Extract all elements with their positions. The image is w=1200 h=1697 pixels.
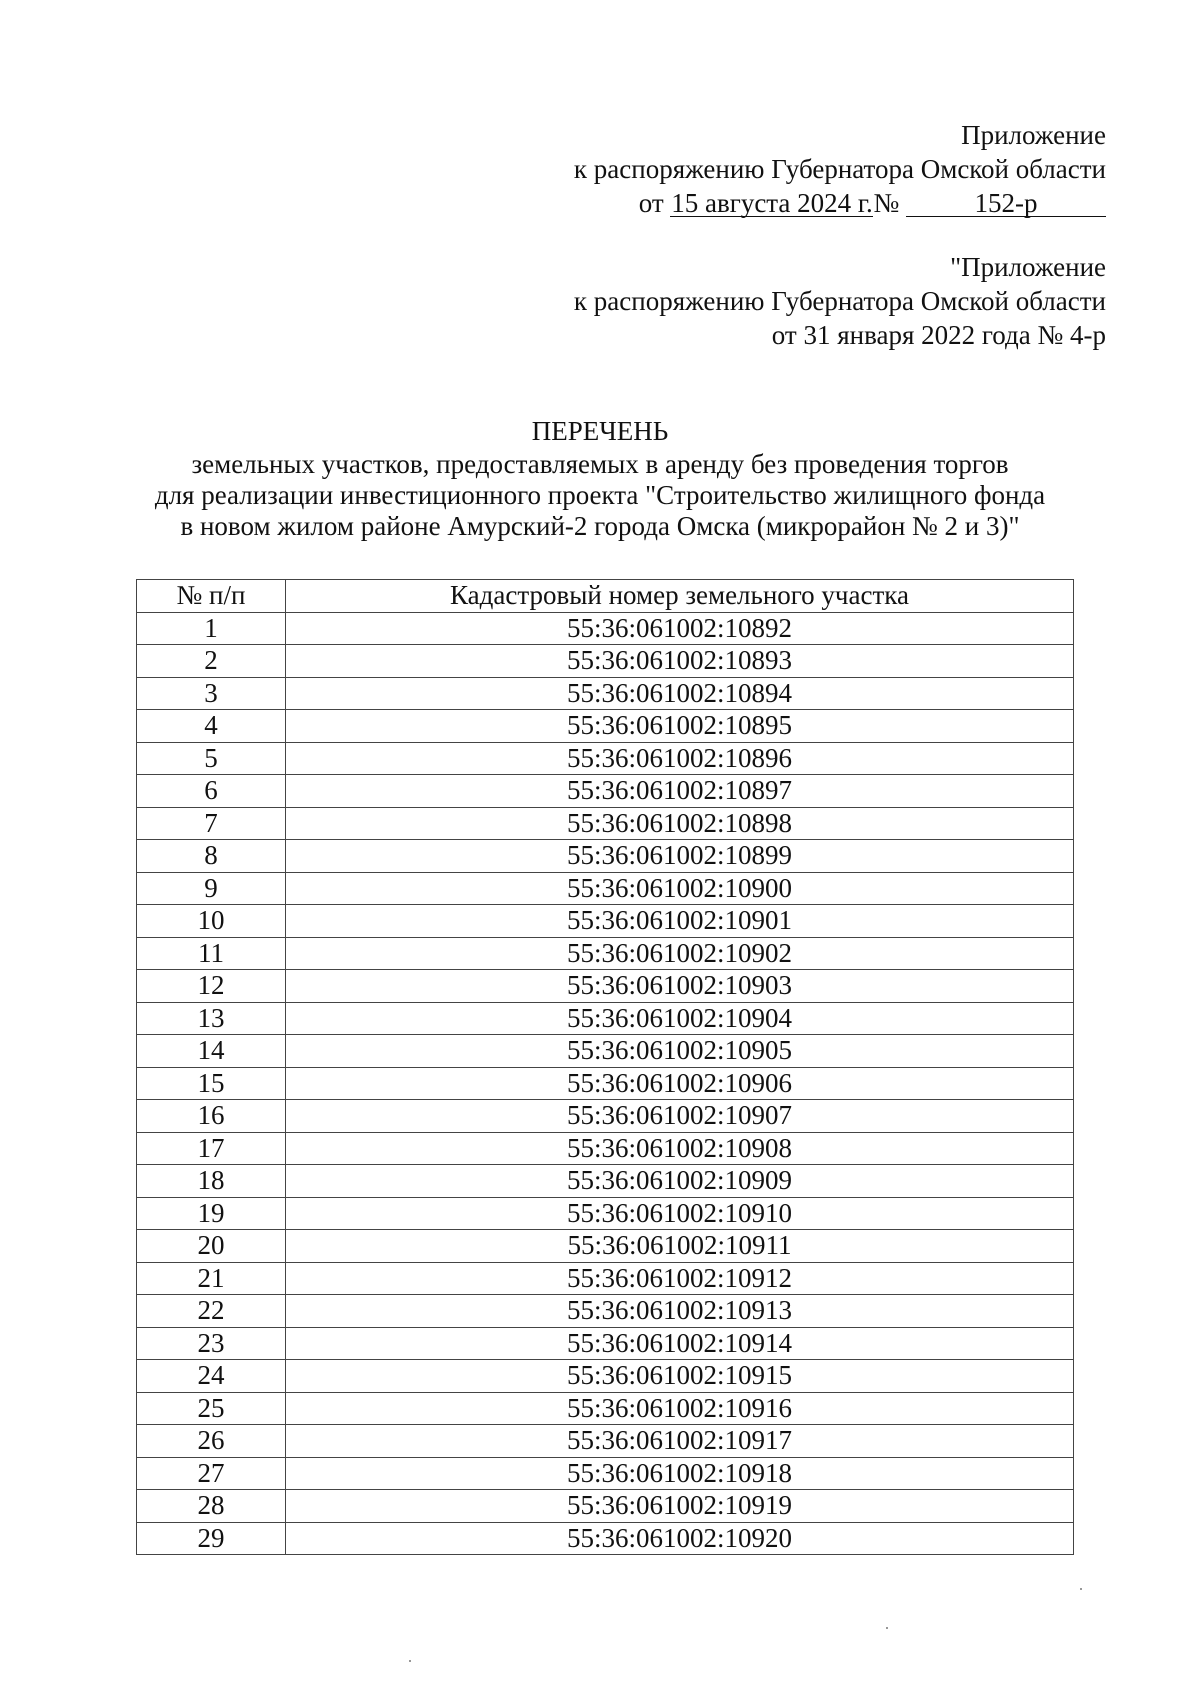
appendix-header-current <box>574 118 1106 220</box>
row-index: 17 <box>137 1132 286 1165</box>
row-cadastral-number: 55:36:061002:10893 <box>286 645 1074 678</box>
row-index: 28 <box>137 1490 286 1523</box>
title-line-3: в новом жилом районе Амурский-2 города Омска (микрорайон № 2 и 3)" <box>180 511 1020 541</box>
row-cadastral-number: 55:36:061002:10912 <box>286 1262 1074 1295</box>
row-cadastral-number: 55:36:061002:10897 <box>286 775 1074 808</box>
row-cadastral-number: 55:36:061002:10907 <box>286 1100 1074 1133</box>
row-index: 3 <box>137 677 286 710</box>
number-label: № <box>873 188 900 218</box>
row-cadastral-number: 55:36:061002:10892 <box>286 612 1074 645</box>
original-order-reference: к распоряжению Губернатора Омской области <box>573 286 1106 316</box>
row-index: 2 <box>137 645 286 678</box>
parcel-table <box>136 579 1074 1555</box>
table-row <box>137 970 1074 1003</box>
row-cadastral-number: 55:36:061002:10913 <box>286 1295 1074 1328</box>
table-row <box>137 1262 1074 1295</box>
table-row <box>137 1425 1074 1458</box>
order-date: 15 августа 2024 г. <box>671 188 873 218</box>
row-index: 4 <box>137 710 286 743</box>
table-row <box>137 1067 1074 1100</box>
row-cadastral-number: 55:36:061002:10910 <box>286 1197 1074 1230</box>
row-index: 23 <box>137 1327 286 1360</box>
title-line-2: для реализации инвестиционного проекта "Строительство жилищного фонда <box>154 480 1046 510</box>
appendix-label: Приложение <box>961 120 1106 150</box>
row-index: 6 <box>137 775 286 808</box>
row-cadastral-number: 55:36:061002:10915 <box>286 1360 1074 1393</box>
table-row <box>137 1522 1074 1555</box>
table-row <box>137 1490 1074 1523</box>
row-index: 22 <box>137 1295 286 1328</box>
row-index: 7 <box>137 807 286 840</box>
table-row <box>137 1392 1074 1425</box>
row-cadastral-number: 55:36:061002:10908 <box>286 1132 1074 1165</box>
order-number: 152-р <box>906 190 1106 217</box>
row-cadastral-number: 55:36:061002:10906 <box>286 1067 1074 1100</box>
row-cadastral-number: 55:36:061002:10895 <box>286 710 1074 743</box>
table-row <box>137 872 1074 905</box>
table-row <box>137 1035 1074 1068</box>
scan-speck <box>409 1660 411 1662</box>
row-index: 16 <box>137 1100 286 1133</box>
table-row <box>137 807 1074 840</box>
row-index: 5 <box>137 742 286 775</box>
header-index: № п/п <box>137 580 286 613</box>
table-row <box>137 1360 1074 1393</box>
appendix-header-original <box>574 250 1106 352</box>
row-index: 19 <box>137 1197 286 1230</box>
table-row <box>137 710 1074 743</box>
table-row <box>137 612 1074 645</box>
row-cadastral-number: 55:36:061002:10902 <box>286 937 1074 970</box>
row-cadastral-number: 55:36:061002:10899 <box>286 840 1074 873</box>
table-row <box>137 937 1074 970</box>
row-index: 12 <box>137 970 286 1003</box>
row-cadastral-number: 55:36:061002:10896 <box>286 742 1074 775</box>
row-cadastral-number: 55:36:061002:10911 <box>286 1230 1074 1263</box>
appendix-order-reference: к распоряжению Губернатора Омской области <box>573 154 1106 184</box>
document-title <box>0 416 1200 542</box>
row-cadastral-number: 55:36:061002:10904 <box>286 1002 1074 1035</box>
row-cadastral-number: 55:36:061002:10916 <box>286 1392 1074 1425</box>
row-index: 25 <box>137 1392 286 1425</box>
row-cadastral-number: 55:36:061002:10917 <box>286 1425 1074 1458</box>
row-cadastral-number: 55:36:061002:10905 <box>286 1035 1074 1068</box>
appendix-order-date-line <box>574 186 1106 220</box>
table-row <box>137 1197 1074 1230</box>
row-cadastral-number: 55:36:061002:10894 <box>286 677 1074 710</box>
table-row <box>137 1457 1074 1490</box>
original-appendix-label: "Приложение <box>950 252 1106 282</box>
table-row <box>137 905 1074 938</box>
row-cadastral-number: 55:36:061002:10918 <box>286 1457 1074 1490</box>
title-line-1: земельных участков, предоставляемых в аренду без проведения торгов <box>191 449 1009 479</box>
row-index: 15 <box>137 1067 286 1100</box>
row-index: 10 <box>137 905 286 938</box>
table-row <box>137 1327 1074 1360</box>
table-row <box>137 775 1074 808</box>
row-index: 18 <box>137 1165 286 1198</box>
row-index: 1 <box>137 612 286 645</box>
row-cadastral-number: 55:36:061002:10920 <box>286 1522 1074 1555</box>
date-prefix: от <box>638 188 664 218</box>
table-row <box>137 742 1074 775</box>
row-index: 14 <box>137 1035 286 1068</box>
row-cadastral-number: 55:36:061002:10919 <box>286 1490 1074 1523</box>
row-index: 13 <box>137 1002 286 1035</box>
original-order-date: от 31 января 2022 года № 4-р <box>771 320 1106 350</box>
row-cadastral-number: 55:36:061002:10901 <box>286 905 1074 938</box>
row-index: 21 <box>137 1262 286 1295</box>
title-heading: ПЕРЕЧЕНЬ <box>531 416 669 446</box>
table-row <box>137 677 1074 710</box>
table-row <box>137 1230 1074 1263</box>
table-header-row <box>137 580 1074 613</box>
row-cadastral-number: 55:36:061002:10898 <box>286 807 1074 840</box>
row-cadastral-number: 55:36:061002:10909 <box>286 1165 1074 1198</box>
table-row <box>137 1100 1074 1133</box>
table-row <box>137 1132 1074 1165</box>
row-index: 29 <box>137 1522 286 1555</box>
row-cadastral-number: 55:36:061002:10903 <box>286 970 1074 1003</box>
table-row <box>137 840 1074 873</box>
scan-speck <box>886 1627 888 1629</box>
row-index: 24 <box>137 1360 286 1393</box>
row-index: 8 <box>137 840 286 873</box>
row-index: 11 <box>137 937 286 970</box>
row-index: 9 <box>137 872 286 905</box>
row-cadastral-number: 55:36:061002:10914 <box>286 1327 1074 1360</box>
table-row <box>137 1002 1074 1035</box>
row-index: 27 <box>137 1457 286 1490</box>
row-cadastral-number: 55:36:061002:10900 <box>286 872 1074 905</box>
scan-speck <box>1080 1588 1082 1590</box>
table-row <box>137 645 1074 678</box>
row-index: 26 <box>137 1425 286 1458</box>
table-row <box>137 1165 1074 1198</box>
header-cadastral-number: Кадастровый номер земельного участка <box>286 580 1074 613</box>
row-index: 20 <box>137 1230 286 1263</box>
table-row <box>137 1295 1074 1328</box>
